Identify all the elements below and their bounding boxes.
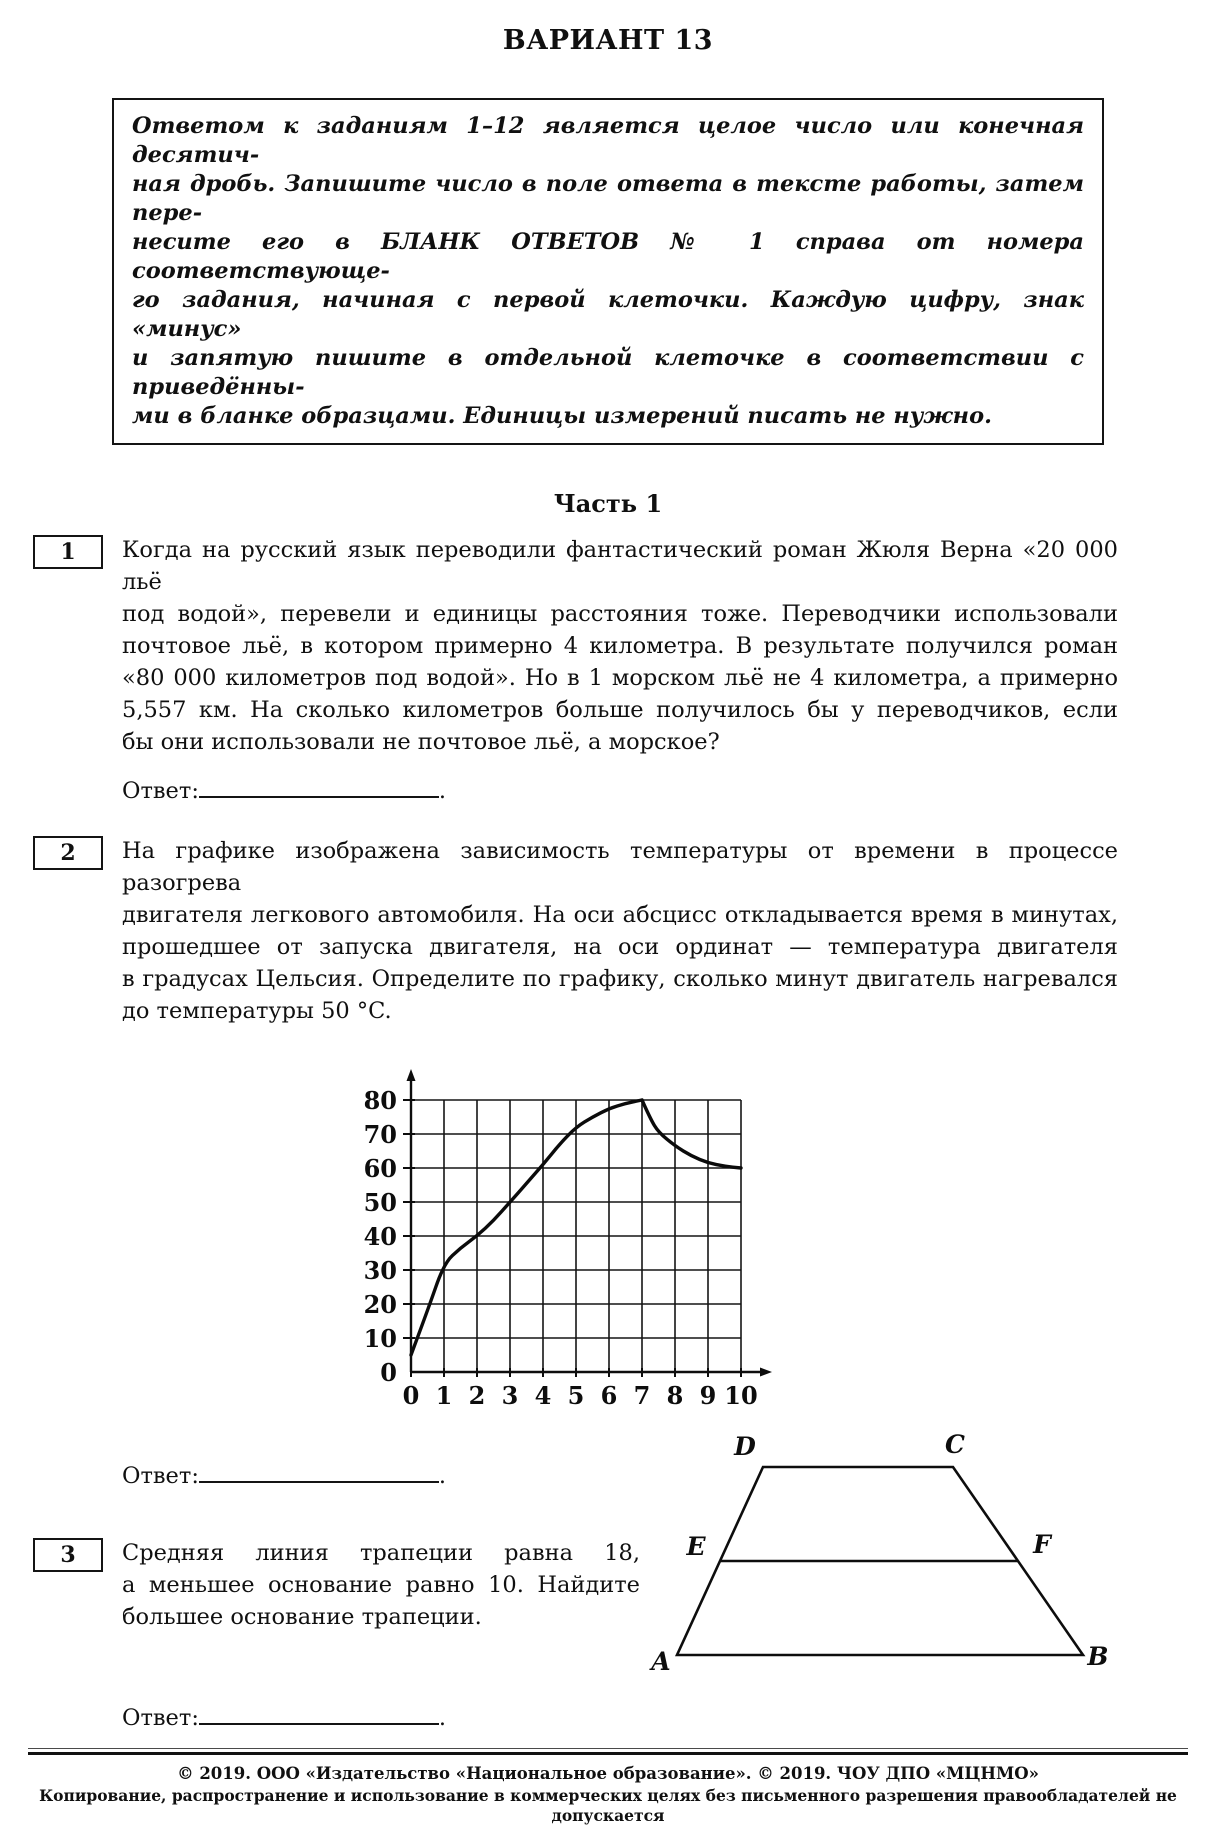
problem-3-text	[122, 1537, 640, 1633]
text-line: в градусах Цельсия. Определите по графику, сколько минут двигатель нагревался	[122, 966, 1118, 992]
answer-period: .	[438, 778, 447, 804]
instruction-box	[112, 98, 1104, 445]
vertex-label-d: D	[734, 1432, 756, 1461]
x-tick-label: 3	[501, 1381, 519, 1410]
problem-2-text	[122, 835, 1118, 1027]
x-axis-arrow	[760, 1368, 772, 1377]
problem-1-number-box: 1	[33, 535, 103, 569]
y-tick-label: 60	[363, 1154, 397, 1183]
trapezoid-figure	[650, 1425, 1110, 1677]
x-tick-label: 2	[468, 1381, 486, 1410]
text-line: «80 000 километров под водой». Но в 1 морском льё не 4 километра, а примерно	[122, 665, 1118, 691]
text-line: Средняя линия трапеции равна 18,	[122, 1540, 640, 1566]
x-tick-label: 8	[666, 1381, 684, 1410]
text-line: до температуры 50 °C.	[122, 998, 392, 1024]
x-tick-label: 4	[534, 1381, 552, 1410]
y-tick-label: 20	[363, 1290, 397, 1319]
text-line: 5,557 км. На сколько километров больше получилось бы у переводчиков, если	[122, 697, 1118, 723]
text-line: Когда на русский язык переводили фантастический роман Жюля Верна «20 000 льё	[122, 537, 1118, 595]
problem-2	[0, 835, 1216, 1027]
vertex-label-b: B	[1087, 1642, 1109, 1671]
answer-blank	[199, 774, 439, 798]
answer-period: .	[438, 1463, 447, 1489]
x-tick-label: 1	[435, 1381, 453, 1410]
text-line: большее основание трапеции.	[122, 1604, 482, 1630]
text-line: ми в бланке образцами. Единицы измерений писать не нужно.	[132, 403, 992, 429]
vertex-label-a: A	[651, 1647, 671, 1676]
part-heading: Часть 1	[553, 489, 663, 518]
chart-container	[356, 1065, 1216, 1417]
text-line: и запятую пишите в отдельной клеточке в соответствии с приведённы-	[132, 345, 1084, 400]
answer-line-3	[122, 1701, 1216, 1734]
y-tick-label: 40	[363, 1222, 397, 1251]
vertex-label-f: F	[1033, 1530, 1051, 1559]
temperature-chart	[356, 1065, 786, 1417]
variant-title: ВАРИАНТ 13	[502, 25, 714, 56]
x-tick-label: 6	[600, 1381, 618, 1410]
text-line: Ответом к заданиям 1–12 является целое число или конечная десятич-	[132, 113, 1084, 168]
answer-period: .	[438, 1705, 447, 1731]
text-line: несите его в БЛАНК ОТВЕТОВ № 1 справа от номера соответствующе-	[132, 229, 1084, 284]
y-tick-label: 10	[363, 1324, 397, 1353]
footer-rule	[28, 1748, 1188, 1755]
text-line: На графике изображена зависимость температуры от времени в процессе разогрева	[122, 838, 1118, 896]
y-tick-label: 50	[363, 1188, 397, 1217]
vertex-label-e: E	[686, 1532, 706, 1561]
text-line: под водой», перевели и единицы расстояния тоже. Переводчики использовали	[122, 601, 1118, 627]
text-line: двигателя легкового автомобиля. На оси абсцисс откладывается время в минутах,	[122, 902, 1118, 928]
footer-copyright: © 2019. ООО «Издательство «Национальное образование». © 2019. ЧОУ ДПО «МЦНМО»	[177, 1764, 1039, 1783]
x-tick-label: 5	[567, 1381, 585, 1410]
problem-1	[0, 534, 1216, 758]
answer-line-1	[122, 774, 1216, 807]
text-line: бы они использовали не почтовое льё, а морское?	[122, 729, 720, 755]
x-tick-label: 9	[699, 1381, 717, 1410]
answer-blank	[199, 1459, 439, 1483]
y-tick-label: 70	[363, 1120, 397, 1149]
text-line: прошедшее от запуска двигателя, на оси ординат — температура двигателя	[122, 934, 1118, 960]
y-tick-label: 0	[380, 1358, 397, 1387]
problem-2-number-box: 2	[33, 836, 103, 870]
x-tick-label: 0	[402, 1381, 420, 1410]
problem-3-number-box: 3	[33, 1538, 103, 1572]
text-line: ная дробь. Запишите число в поле ответа в тексте работы, затем пере-	[132, 171, 1084, 226]
answer-label: Ответ:	[122, 1463, 199, 1489]
vertex-label-c: C	[945, 1430, 965, 1459]
answer-label: Ответ:	[122, 1705, 199, 1731]
x-tick-label: 10	[724, 1381, 758, 1410]
text-line: почтовое льё, в котором примерно 4 километра. В результате получился роман	[122, 633, 1118, 659]
temperature-curve-heating	[411, 1100, 642, 1355]
answer-label: Ответ:	[122, 778, 199, 804]
y-tick-label: 80	[363, 1086, 397, 1115]
y-axis-arrow	[407, 1069, 416, 1081]
answer-blank	[199, 1701, 439, 1725]
text-line: го задания, начиная с первой клеточки. Каждую цифру, знак «минус»	[132, 287, 1084, 342]
footer-notice: Копирование, распространение и использование в коммерческих целях без письменного разрешения правообладателей не допускается	[39, 1786, 1177, 1825]
problem-1-text	[122, 534, 1118, 758]
text-line: а меньшее основание равно 10. Найдите	[122, 1572, 640, 1598]
x-tick-label: 7	[633, 1381, 651, 1410]
y-tick-label: 30	[363, 1256, 397, 1285]
